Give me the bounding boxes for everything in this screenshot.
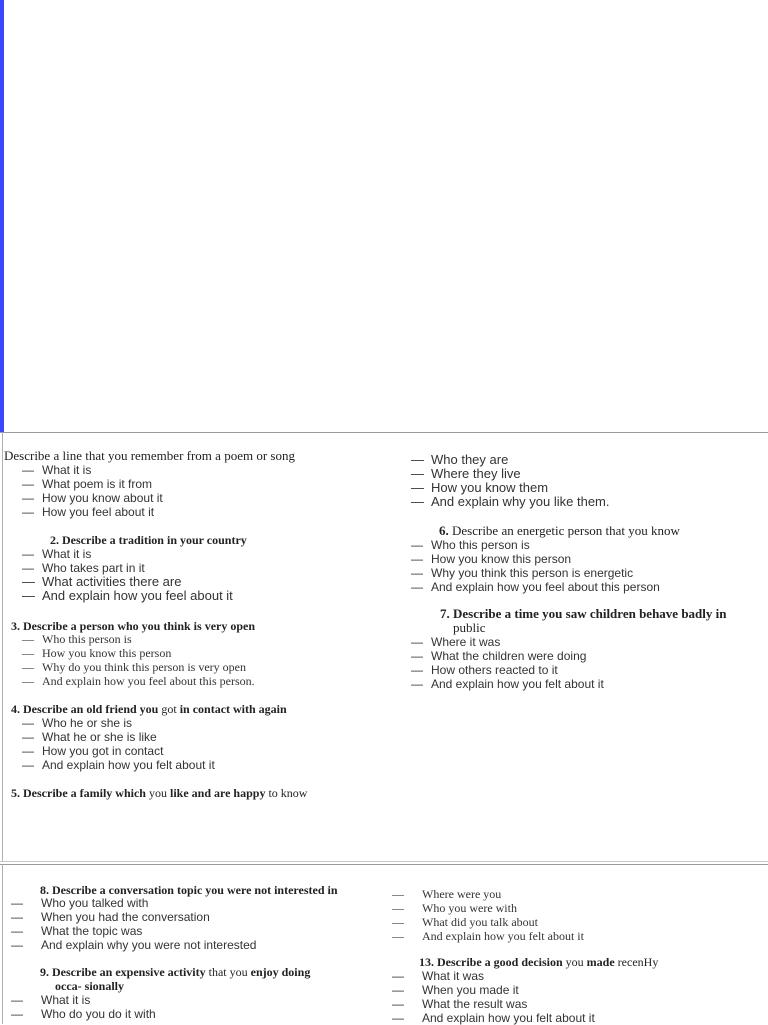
list-item: — And explain how you feel about this person: [411, 580, 660, 594]
question-9-title-continued: occa- sionally: [55, 979, 124, 993]
list-item: — What did you talk about: [392, 915, 538, 929]
list-item: — And explain why you were not interested: [11, 938, 257, 952]
list-item: — How you know them: [411, 480, 549, 495]
question-7-title: 7. Describe a time you saw children behave badly in: [440, 606, 727, 621]
list-item: — How you got in contact: [22, 744, 164, 758]
question-4-title: 4. Describe an old friend you got in contact with again: [11, 702, 287, 716]
list-item: — How you know about it: [22, 491, 163, 505]
list-item: — Who you were with: [392, 901, 517, 915]
list-item: — What it is: [22, 463, 92, 477]
question-8-list: [11, 896, 256, 952]
question-1-title: Describe a line that you remember from a poem or song: [4, 448, 295, 463]
question-9-title: 9. Describe an expensive activity that you enjoy doing: [40, 965, 311, 979]
question-8-continued-list: [392, 887, 584, 943]
list-item: — How you know this person: [22, 646, 172, 660]
question-7-list: [411, 635, 604, 691]
question-3-title: 3. Describe a person who you think is very open: [11, 619, 256, 633]
list-item: — How you feel about it: [22, 505, 155, 519]
list-item: — And explain how you felt about it: [392, 1011, 595, 1025]
list-item: — Who takes part in it: [22, 561, 145, 575]
list-item: — And explain how you felt about it: [392, 929, 584, 943]
list-item: — How others reacted to it: [411, 663, 558, 677]
list-item: — What he or she is like: [22, 730, 157, 744]
question-7-title-continued: public: [453, 620, 486, 635]
question-4-list: [22, 716, 215, 772]
list-item: — Who he or she is: [22, 716, 133, 730]
list-item: — Who this person is: [22, 632, 132, 646]
list-item: — What the topic was: [11, 924, 143, 938]
question-5-title: 5. Describe a family which you like and are happy to know: [11, 786, 308, 800]
list-item: — Why you think this person is energetic: [411, 566, 634, 580]
question-2-list: [22, 547, 233, 603]
list-item: — What the result was: [392, 997, 528, 1011]
section-divider-bottom-a: [0, 861, 768, 862]
question-1-list: [22, 463, 163, 519]
question-8-title: 8. Describe a conversation topic you were not interested in: [40, 883, 338, 897]
question-3-list: [22, 632, 255, 688]
list-item: — How you know this person: [411, 552, 572, 566]
question-6-list: [411, 538, 660, 594]
list-item: — Who you talked with: [11, 896, 149, 910]
list-item: — What the children were doing: [411, 649, 587, 663]
list-item: — And explain how you feel about it: [22, 588, 233, 603]
list-item: — And explain how you feel about this person.: [22, 674, 255, 688]
question-9-list: [11, 993, 156, 1021]
question-5-list: [411, 453, 609, 509]
question-2-title: 2. Describe a tradition in your country: [50, 533, 247, 547]
list-item: — Where it was: [411, 635, 501, 649]
list-item: — Who they are: [411, 452, 509, 467]
list-item: — And explain how you felt about it: [22, 758, 215, 772]
list-item: — And explain why you like them.: [411, 494, 610, 509]
list-item: — What it is: [11, 993, 91, 1007]
left-accent-bar: [0, 0, 4, 432]
list-item: — What poem is it from: [22, 477, 153, 491]
question-13-title: 13. Describe a good decision you made recenHy: [419, 955, 659, 969]
list-item: — Where were you: [392, 887, 502, 901]
question-6-title: 6. Describe an energetic person that you know: [439, 523, 680, 538]
list-item: — What activities there are: [22, 574, 182, 589]
question-13-list: [392, 969, 595, 1025]
list-item: — When you had the conversation: [11, 910, 210, 924]
section-divider-bottom-b: [0, 864, 768, 865]
page-edge-left-bottom: [2, 864, 3, 1024]
list-item: — Who this person is: [411, 538, 530, 552]
list-item: — Where they live: [411, 466, 521, 481]
list-item: — Why do you think this person is very open: [22, 660, 246, 674]
list-item: — What it was: [392, 969, 485, 983]
list-item: — When you made it: [392, 983, 519, 997]
page-edge-left: [2, 432, 3, 862]
list-item: — And explain how you felt about it: [411, 677, 604, 691]
section-divider-top: [0, 432, 768, 433]
list-item: — What it is: [22, 547, 92, 561]
list-item: — Who do you do it with: [11, 1007, 156, 1021]
